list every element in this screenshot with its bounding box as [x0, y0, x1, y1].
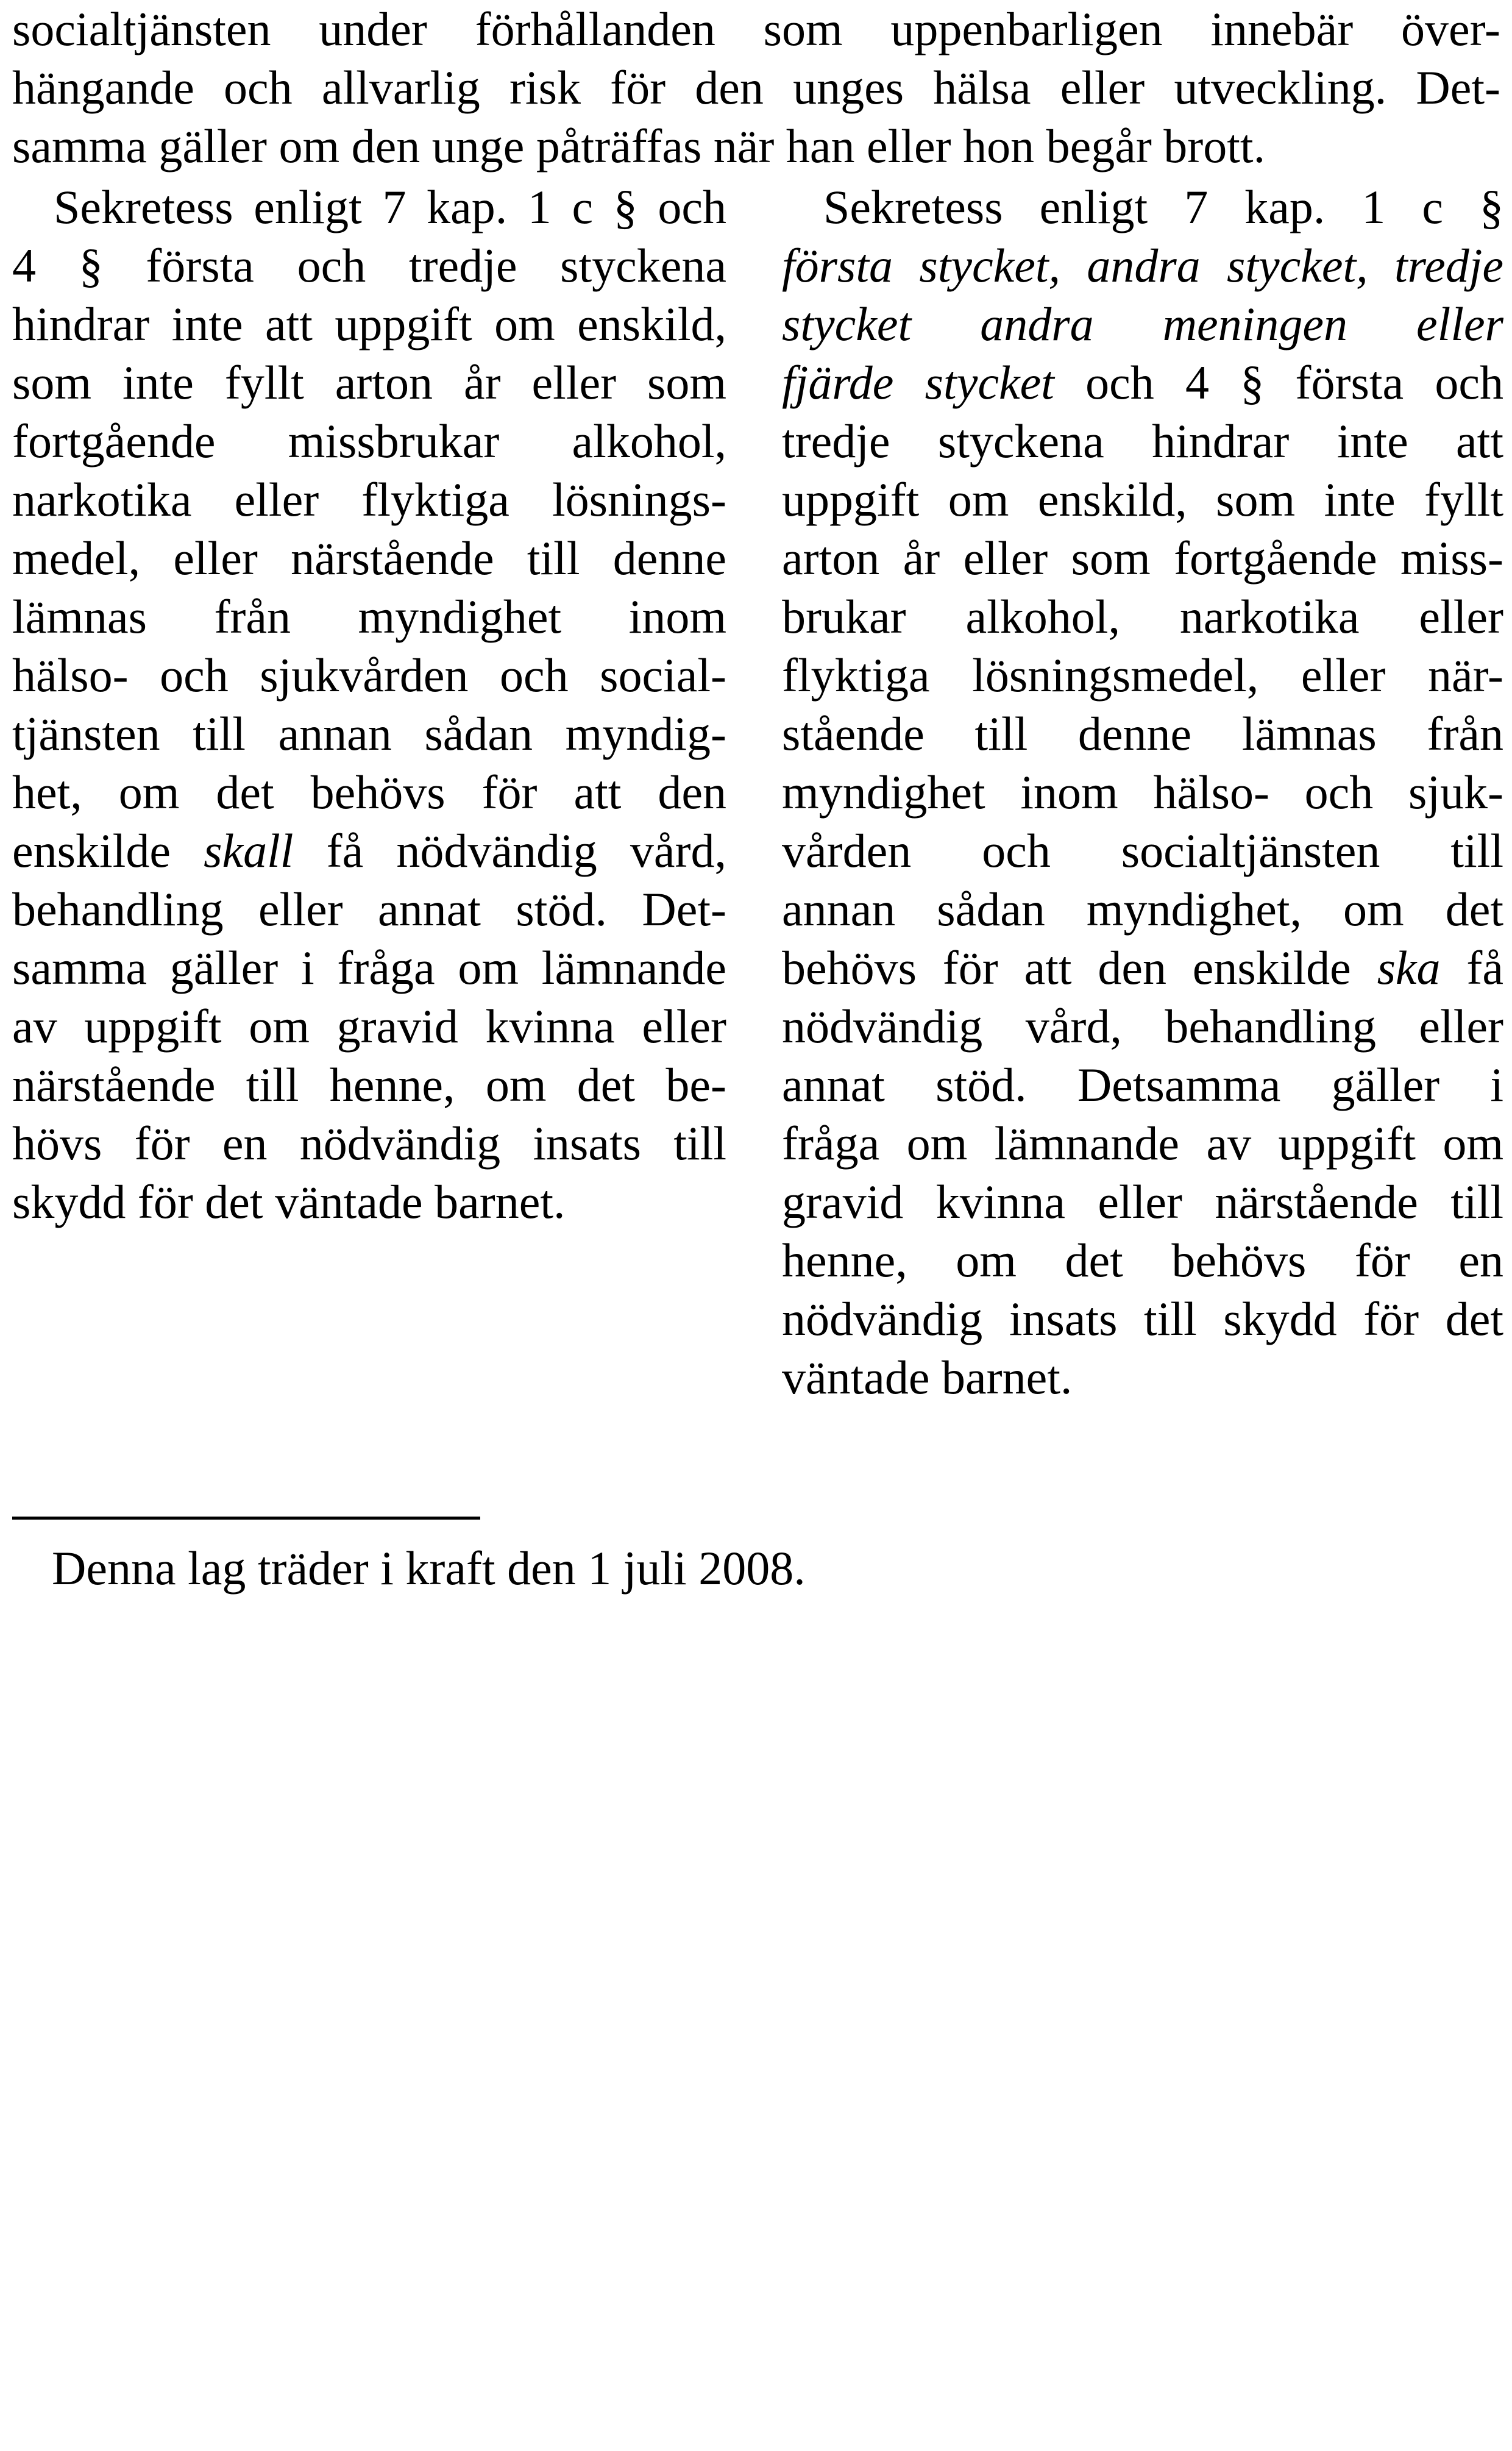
text-line: tjänsten till annan sådan myndig- — [12, 707, 726, 760]
text-line: hälso- och sjukvården och social- — [12, 649, 726, 702]
text-line: 4 § första och tredje styckena — [12, 239, 726, 292]
text-line: gravid kvinna eller närstående till — [782, 1175, 1503, 1228]
text-line: fråga om lämnande av uppgift om — [782, 1117, 1503, 1170]
text-line: behandling eller annat stöd. Det- — [12, 883, 726, 936]
emphasized-text: stycket andra meningen eller — [782, 297, 1503, 350]
effective-date-note: Denna lag träder i kraft den 1 juli 2008. — [52, 1542, 806, 1595]
text-line: som inte fyllt arton år eller som — [12, 356, 726, 409]
text-line: stående till denne lämnas från — [782, 707, 1503, 760]
current-wording-column — [12, 178, 726, 1231]
text-line: tredje styckena hindrar inte att — [782, 414, 1503, 468]
text-line: nödvändig vård, behandling eller — [782, 1000, 1503, 1053]
text-line — [782, 295, 1503, 354]
text-line: fortgående missbrukar alkohol, — [12, 414, 726, 468]
text-line: behövs för att den enskilde ska få — [782, 941, 1503, 994]
text-line: Sekretess enligt 7 kap. 1 c § och — [54, 180, 726, 233]
text-line: hängande och allvarlig risk för den unges hälsa eller utveckling. Det- — [12, 61, 1500, 114]
text-line — [782, 237, 1503, 295]
text-line: annan sådan myndighet, om det — [782, 883, 1503, 936]
emphasized-text: första stycket, andra stycket, tredje — [782, 239, 1503, 292]
text-line: medel, eller närstående till denne — [12, 532, 726, 585]
text-line: flyktiga lösningsmedel, eller när- — [782, 649, 1503, 702]
text-line: skydd för det väntade barnet. — [12, 1175, 566, 1228]
text-line: samma gäller i fråga om lämnande — [12, 941, 726, 994]
text-line: hindrar inte att uppgift om enskild, — [12, 297, 726, 350]
text-line: väntade barnet. — [782, 1351, 1073, 1404]
text-line: samma gäller om den unge påträffas när han eller hon begår brott. — [12, 119, 1266, 173]
text-line: brukar alkohol, narkotika eller — [782, 590, 1503, 643]
text-line: annat stöd. Detsamma gäller i — [782, 1058, 1503, 1111]
intro-paragraph — [12, 0, 1500, 176]
text-line: vården och socialtjänsten till — [782, 824, 1503, 877]
text-line: hövs för en nödvändig insats till — [12, 1117, 726, 1170]
footnote-divider — [12, 1517, 480, 1520]
emphasized-text: fjärde stycket — [782, 356, 1054, 409]
text-line: av uppgift om gravid kvinna eller — [12, 1000, 726, 1053]
text-line: myndighet inom hälso- och sjuk- — [782, 766, 1503, 819]
text-line: het, om det behövs för att den — [12, 766, 726, 819]
text-line: enskilde skall få nödvändig vård, — [12, 824, 726, 877]
text-line: lämnas från myndighet inom — [12, 590, 726, 643]
text-line: henne, om det behövs för en — [782, 1234, 1503, 1287]
proposed-wording-column — [782, 178, 1503, 1407]
text-line: närstående till henne, om det be- — [12, 1058, 726, 1111]
text-line: arton år eller som fortgående miss- — [782, 532, 1503, 585]
text-line: nödvändig insats till skydd för det — [782, 1292, 1503, 1345]
text-line: Sekretess enligt 7 kap. 1 c § — [823, 180, 1503, 233]
emphasized-word: skall — [204, 824, 294, 877]
emphasized-word: ska — [1377, 941, 1441, 994]
text-line: uppgift om enskild, som inte fyllt — [782, 473, 1503, 526]
text-line: socialtjänsten under förhållanden som uppenbarligen innebär över- — [12, 2, 1500, 55]
text-line: narkotika eller flyktiga lösnings- — [12, 473, 726, 526]
text-line: fjärde stycket och 4 § första och — [782, 356, 1503, 409]
